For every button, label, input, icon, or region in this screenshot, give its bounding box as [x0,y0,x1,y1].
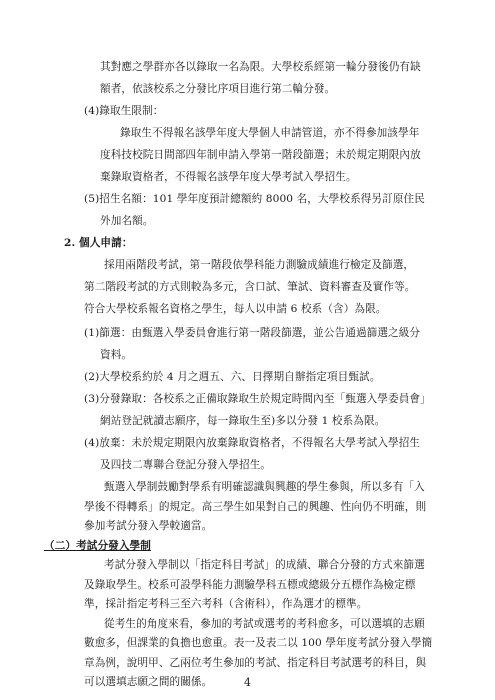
section-heading: （二）考試分發入學制 [44,539,151,552]
text-line: 及錄取學生。校系可設學科能力測驗學科五標或總級分五標作為檢定標 [84,578,416,591]
text-line: 從考生的角度來看，參加的考試或選考的考科愈多，可以選填的志願 [104,617,425,630]
text-line: 參加考試分發入學較適當。 [84,520,213,532]
text-line: 符合大學校系報名資格之學生，每人以申請 6 校系（含）為限。 [84,303,387,315]
text-line: (1)篩選：由甄選入學委員會進行第一階段篩選，並公告通過篩選之級分 [84,327,421,339]
text-line: 其對應之學群亦各以錄取一名為限。大學校系經第一輪分發後仍有缺 [100,61,421,73]
text-line: 第二階段考試的方式則較為多元，含口試、筆試、資料審查及實作等。 [84,281,416,293]
text-line: (4)錄取生限制： [84,105,164,117]
text-line: 資料。 [100,349,133,361]
text-line: 額者，依該校系之分發比序項目進行第二輪分發。 [100,83,336,95]
text-line: 網站登記就讀志願序，每一錄取生至)多以分發 1 校系為限。 [100,415,386,427]
page-number: 4 [244,676,251,689]
text-line: 採用兩階段考試，第一階段依學科能力測驗成績進行檢定及篩選， [104,259,415,271]
text-line: 準，採計指定考科三至六考科（含術科），作為選才的標準。 [84,598,368,610]
text-line: (2)大學校系約於 4 月之週五、六、日擇期自辦指定項目甄試。 [84,371,381,383]
text-line: 數愈多，但課業的負擔也愈重。表一及表二以 100 學年度考試分發入學簡 [84,637,433,649]
text-line: 可以選填志願之間的關係。 [84,676,213,688]
text-line: 甄選入學制鼓勵對學系有明確認識與興趣的學生參與，所以多有「入 [104,481,425,493]
text-line: 度科技校院日間部四年制申請入學第一階段篩選；未於規定期限內放 [100,149,421,161]
text-line: 外加名額。 [100,215,154,227]
text-line: 章為例，說明甲、乙兩位考生參加的考試、指定科目考試選考的科目，與 [84,656,427,669]
text-line: 錄取生不得報名該學年度大學個人申請管道，亦不得參加該學年 [120,127,420,139]
text-line: (4)放棄：未於規定期限內放棄錄取資格者，不得報名大學考試入學招生 [84,437,421,449]
text-line: 考試分發入學制以「指定科目考試」的成績、聯合分發的方式來篩選 [104,559,425,571]
section-heading: 2. 個人申請： [64,237,133,249]
text-line: 棄錄取資格者，不得報名該學年度大學考試入學招生。 [100,171,357,183]
text-line: (3)分發錄取：各校系之正備取錄取生於規定時間內至「甄選入學委員會」 [84,393,431,405]
text-line: 及四技二專聯合登記分發入學招生。 [100,459,272,471]
text-line: 學後不得轉系」的規定。高三學生如果對自己的興趣、性向仍不明確，則 [84,500,427,513]
text-line: (5)招生名額：101 學年度預計總額約 8000 名，大學校系得另訂原住民 [84,193,425,205]
